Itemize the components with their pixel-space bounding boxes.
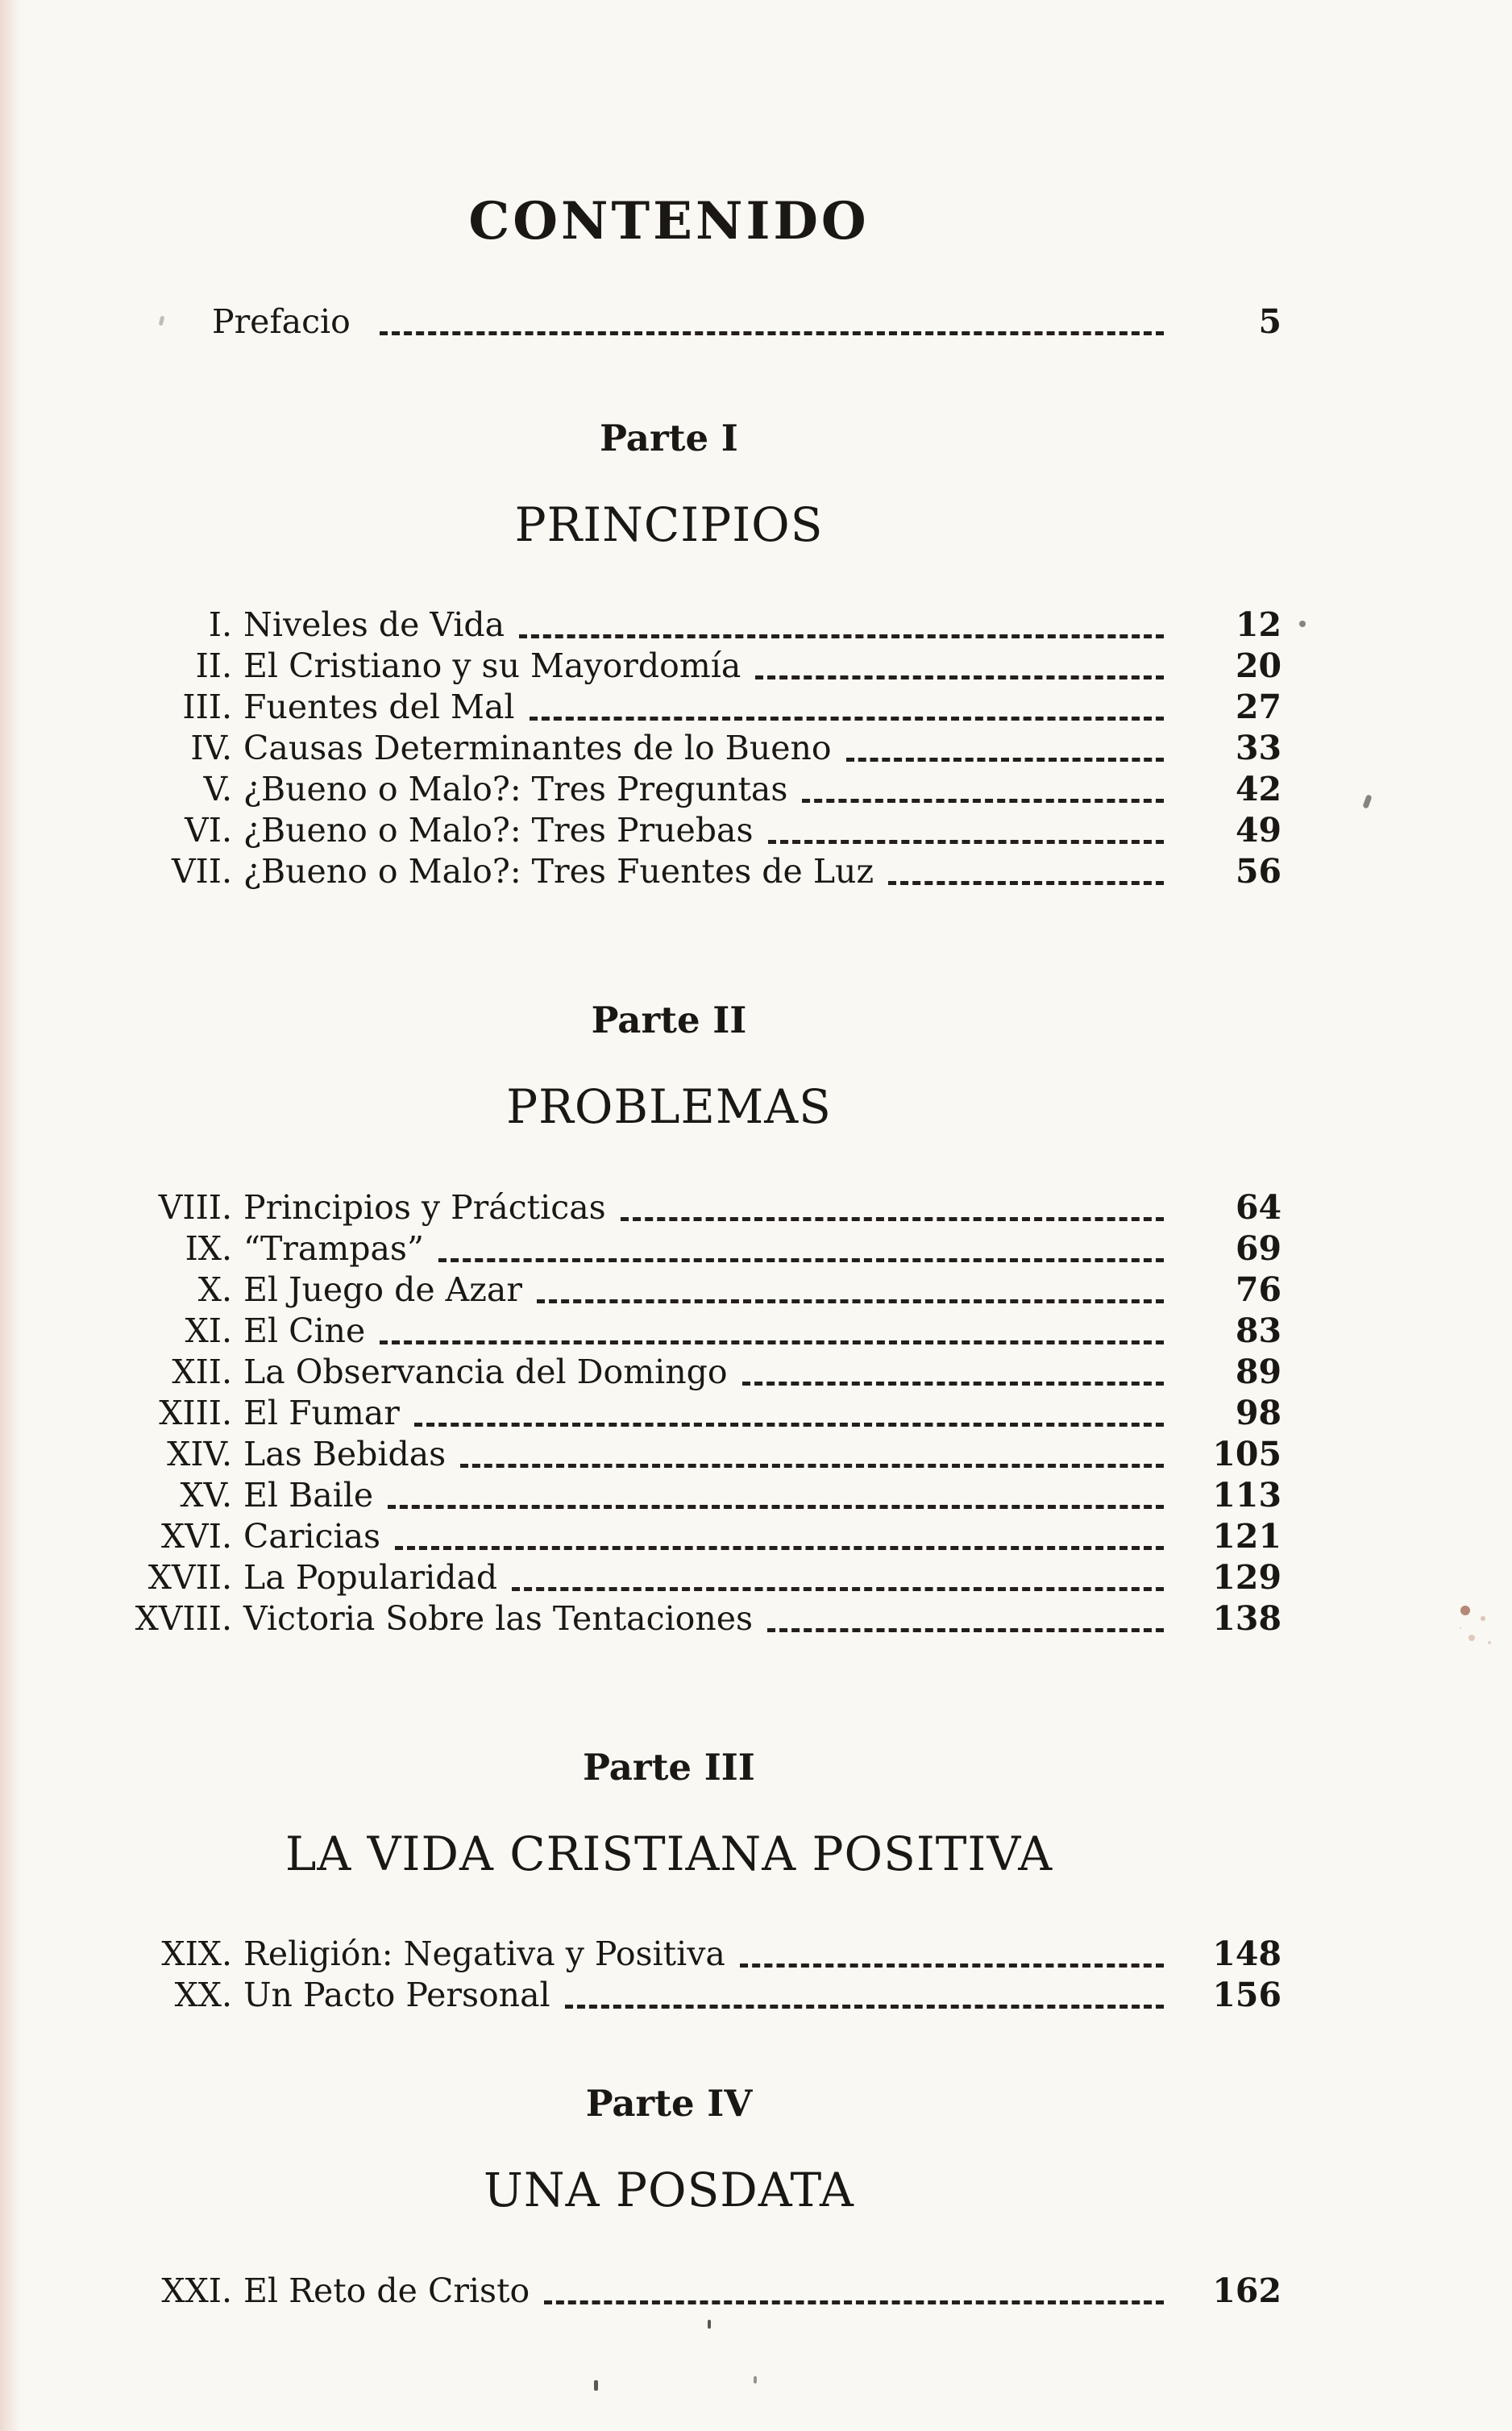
entry-numeral: XIII. xyxy=(159,1393,232,1432)
dot-leader xyxy=(537,1299,1164,1303)
entry-title: El Baile xyxy=(243,1475,374,1515)
section-title: LA VIDA CRISTIANA POSITIVA xyxy=(285,1826,1053,1881)
entry-page-number: 138 xyxy=(1212,1598,1281,1638)
entry-numeral: XXI. xyxy=(161,2271,232,2310)
entry-title: Un Pacto Personal xyxy=(243,1976,550,2015)
part-label: Parte III xyxy=(583,1745,755,1789)
entry-page-number: 162 xyxy=(1212,2271,1281,2310)
entry-title: El Reto de Cristo xyxy=(243,2271,530,2310)
entry-numeral: XIX. xyxy=(161,1934,232,1974)
dot-leader xyxy=(530,717,1164,721)
scan-edge-tint xyxy=(0,0,21,2431)
entry-page-number: 98 xyxy=(1235,1393,1281,1432)
part-label: Parte II xyxy=(591,999,747,1042)
entry-title: El Cine xyxy=(243,1311,366,1350)
entry-page-number: 121 xyxy=(1212,1516,1281,1556)
toc-entry xyxy=(56,1352,1281,1393)
entry-numeral: II. xyxy=(195,646,232,686)
dot-leader xyxy=(802,799,1164,803)
dot-leader xyxy=(380,1340,1164,1344)
scan-artifact xyxy=(594,2380,598,2391)
entry-title: ¿Bueno o Malo?: Tres Preguntas xyxy=(243,770,788,809)
entry-page-number: 89 xyxy=(1235,1352,1281,1391)
entry-page-number: 156 xyxy=(1212,1976,1281,2015)
entry-title: Fuentes del Mal xyxy=(243,688,515,727)
part-block-3 xyxy=(56,1746,1281,2017)
entry-page-number: 12 xyxy=(1235,605,1281,645)
dot-leader xyxy=(512,1587,1164,1591)
dot-leader xyxy=(395,1546,1164,1550)
toc-entry xyxy=(56,1270,1281,1311)
dot-leader xyxy=(565,2005,1164,2009)
entry-page-number: 33 xyxy=(1235,729,1281,768)
part-label: Parte IV xyxy=(585,2082,753,2126)
dot-leader xyxy=(888,881,1164,885)
section-title: PROBLEMAS xyxy=(506,1079,832,1135)
toc-entry xyxy=(56,728,1281,769)
entry-numeral: IV. xyxy=(190,729,232,768)
scan-artifact xyxy=(754,2376,757,2383)
entry-title: El Cristiano y su Mayordomía xyxy=(243,646,741,686)
entry-numeral: XII. xyxy=(172,1352,232,1391)
entry-numeral: X. xyxy=(197,1270,232,1309)
dot-leader xyxy=(438,1258,1164,1262)
entry-title: El Juego de Azar xyxy=(243,1270,522,1309)
entry-title: Prefacio xyxy=(212,301,351,341)
scan-artifact xyxy=(708,2320,711,2329)
dot-leader xyxy=(544,2300,1164,2304)
dot-leader xyxy=(380,331,1164,335)
entry-page-number: 129 xyxy=(1212,1557,1281,1597)
entry-page-number: 42 xyxy=(1235,770,1281,809)
toc-entry xyxy=(56,1475,1281,1516)
section-title: UNA POSDATA xyxy=(484,2163,854,2218)
toc-entry xyxy=(56,646,1281,687)
toc-entry xyxy=(56,1393,1281,1434)
page-title: CONTENIDO xyxy=(468,191,870,251)
entry-numeral: XVI. xyxy=(160,1516,232,1556)
entry-title: Causas Determinantes de lo Bueno xyxy=(243,729,832,768)
entry-page-number: 49 xyxy=(1235,811,1281,850)
entry-title: ¿Bueno o Malo?: Tres Fuentes de Luz xyxy=(243,852,874,891)
entry-page-number: 27 xyxy=(1235,688,1281,727)
entry-numeral: IX. xyxy=(185,1228,232,1268)
entry-numeral: XV. xyxy=(180,1475,232,1515)
entry-page-number: 83 xyxy=(1235,1311,1281,1350)
scan-artifact xyxy=(1362,794,1372,808)
entry-title: La Observancia del Domingo xyxy=(243,1352,728,1391)
dot-leader xyxy=(460,1464,1164,1468)
entry-page-number: 20 xyxy=(1235,646,1281,686)
part-block-4 xyxy=(56,2082,1281,2312)
toc-content xyxy=(56,0,1281,2312)
entry-numeral: XI. xyxy=(185,1311,232,1350)
toc-entry xyxy=(56,769,1281,810)
toc-entry xyxy=(56,1975,1281,2016)
toc-entry xyxy=(56,851,1281,892)
entry-title: Las Bebidas xyxy=(243,1434,447,1473)
scan-artifact xyxy=(1460,1606,1470,1615)
entry-page-number: 56 xyxy=(1235,852,1281,891)
entry-numeral: V. xyxy=(203,770,232,809)
entry-numeral: III. xyxy=(182,688,232,727)
toc-entry xyxy=(56,687,1281,728)
toc-entry xyxy=(56,1434,1281,1475)
entry-title: El Fumar xyxy=(243,1393,400,1432)
entries-part-1 xyxy=(56,605,1281,892)
entry-title: Caricias xyxy=(243,1516,381,1556)
entry-title: “Trampas” xyxy=(243,1228,424,1268)
dot-leader xyxy=(388,1505,1164,1509)
part-block-2 xyxy=(56,999,1281,1639)
entry-page-number: 5 xyxy=(1258,301,1281,341)
dot-leader xyxy=(846,758,1164,762)
toc-entry xyxy=(56,605,1281,646)
entry-numeral: XX. xyxy=(174,1976,232,2015)
entry-numeral: I. xyxy=(208,605,232,645)
toc-entry xyxy=(56,1557,1281,1598)
section-title: PRINCIPIOS xyxy=(514,497,824,552)
entry-title: La Popularidad xyxy=(243,1557,498,1597)
toc-entry xyxy=(56,810,1281,851)
entry-page-number: 69 xyxy=(1235,1228,1281,1268)
dot-leader xyxy=(755,675,1164,679)
dot-leader xyxy=(742,1382,1164,1386)
entry-numeral: XVII. xyxy=(147,1557,232,1597)
part-block-1 xyxy=(56,417,1281,893)
scan-artifact xyxy=(1299,621,1306,627)
dot-leader xyxy=(740,1964,1164,1968)
entry-page-number: 76 xyxy=(1235,1270,1281,1309)
entry-page-number: 105 xyxy=(1212,1434,1281,1473)
dot-leader xyxy=(621,1217,1164,1221)
entries-part-4 xyxy=(56,2271,1281,2312)
toc-entry xyxy=(56,1516,1281,1557)
entry-numeral: VIII. xyxy=(158,1187,232,1227)
toc-entry xyxy=(56,1228,1281,1270)
entry-title: Victoria Sobre las Tentaciones xyxy=(243,1598,754,1638)
toc-entry xyxy=(56,1934,1281,1975)
toc-entry xyxy=(56,1311,1281,1352)
part-label: Parte I xyxy=(600,416,738,459)
toc-entry xyxy=(56,1187,1281,1228)
entry-page-number: 148 xyxy=(1212,1934,1281,1974)
entry-numeral: XIV. xyxy=(167,1434,232,1473)
dot-leader xyxy=(519,634,1164,638)
entry-numeral: VII. xyxy=(171,852,232,891)
entry-title: Niveles de Vida xyxy=(243,605,505,645)
toc-entry xyxy=(56,1598,1281,1639)
entries-part-2 xyxy=(56,1187,1281,1639)
dot-leader xyxy=(414,1423,1164,1427)
dot-leader xyxy=(768,840,1164,844)
dot-leader xyxy=(767,1628,1164,1632)
entry-title: Religión: Negativa y Positiva xyxy=(243,1934,725,1974)
entry-numeral: XVIII. xyxy=(135,1598,232,1638)
entry-page-number: 113 xyxy=(1212,1475,1281,1515)
entry-numeral: VI. xyxy=(185,811,232,850)
entry-title: ¿Bueno o Malo?: Tres Pruebas xyxy=(243,811,754,850)
toc-entry-prefacio xyxy=(56,301,1281,343)
toc-entry xyxy=(56,2271,1281,2312)
entry-title: Principios y Prácticas xyxy=(243,1187,606,1227)
entries-part-3 xyxy=(56,1934,1281,2016)
entry-page-number: 64 xyxy=(1235,1187,1281,1227)
